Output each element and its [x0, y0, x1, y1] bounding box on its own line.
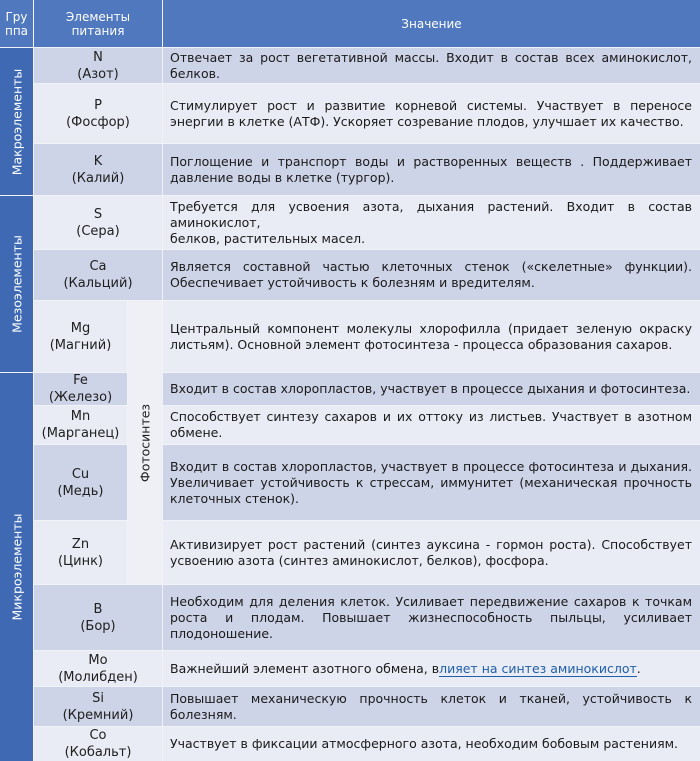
value-text: Поглощение и транспорт воды и растворенных веществ . Поддерживает давление воды в клетке (тургор).: [170, 153, 692, 185]
value-text-line: белков, растительных масел.: [170, 230, 366, 246]
element-symbol: Mg: [70, 320, 91, 336]
header-element: [34, 0, 162, 47]
element-s: [34, 196, 162, 249]
element-symbol: Cu: [71, 466, 90, 482]
value-mn: [163, 406, 700, 444]
value-text-after: .: [636, 660, 641, 676]
element-name: (Азот): [77, 66, 119, 82]
element-si: [34, 687, 162, 726]
value-mo: [163, 651, 700, 686]
element-p: [34, 84, 162, 143]
element-n: [34, 48, 162, 83]
value-text: Активизирует рост растений (синтез ауксина - гормон роста). Способствует усвоению азота (синтез аминокислот, белков), фосфора.: [170, 536, 692, 568]
element-name: (Железо): [48, 390, 113, 405]
header-group: [0, 0, 33, 47]
element-symbol: Mn: [70, 409, 91, 424]
element-name: (Кальций): [63, 276, 133, 291]
header-group-label: Гру ппа: [4, 9, 29, 38]
value-fe: [163, 373, 700, 405]
value-text: Способствует синтезу сахаров и их оттоку из листьев. Участвует в азотном обмене.: [170, 409, 692, 440]
element-name: (Марганец): [41, 426, 120, 441]
element-name: (Молибден): [58, 669, 138, 685]
element-mg: [34, 301, 127, 372]
element-symbol: N: [93, 49, 103, 65]
element-name: (Калий): [71, 170, 125, 186]
group-macro: [0, 48, 33, 195]
photosynthesis-group: [128, 301, 162, 584]
element-symbol: Fe: [73, 373, 88, 388]
element-symbol: Co: [89, 728, 107, 743]
value-text: Центральный компонент молекулы хлорофилла (придает зеленую окраску листьям). Основной элемент фотосинтеза - процесса образования сахаров.: [170, 320, 692, 352]
value-cu: [163, 445, 700, 520]
value-k: [163, 144, 700, 195]
value-text: Входит в состав хлоропластов, участвует в процессе фотосинтеза и дыхания. Увеличивает устойчивость к стрессам, иммунитет (механическая прочность клеточных стенок).: [170, 458, 692, 506]
element-symbol: Ca: [89, 259, 107, 274]
amino-acids-link[interactable]: лияет на синтез аминокислот: [439, 660, 637, 676]
value-co: [163, 727, 700, 761]
element-ca: [34, 250, 162, 300]
value-text: Повышает механическую прочность клеток и тканей, устойчивость к болезням.: [170, 690, 692, 722]
value-text: Является составной частью клеточных стенок («скелетные» функции). Обеспечивает устойчивость к болезням и вредителям.: [170, 259, 692, 290]
element-name: (Медь): [57, 483, 104, 499]
value-b: [163, 585, 700, 650]
element-k: [34, 144, 162, 195]
value-text: Отвечает за рост вегетативной массы. Входит в состав всех аминокислот, белков.: [170, 49, 692, 81]
element-symbol: S: [93, 206, 103, 222]
element-name: (Бор): [80, 618, 116, 634]
value-s: [163, 196, 700, 249]
value-text: [170, 199, 692, 247]
element-name: (Сера): [76, 223, 120, 239]
value-si: [163, 687, 700, 726]
element-name: (Магний): [49, 337, 112, 353]
element-name: (Цинк): [57, 553, 104, 569]
value-text: [170, 661, 692, 677]
value-mg: [163, 301, 700, 372]
group-micro: [0, 373, 33, 761]
element-name: (Фосфор): [66, 114, 130, 130]
element-cu: [34, 445, 127, 520]
group-macro-label: Макроэлементы: [9, 68, 24, 175]
element-name: (Кремний): [62, 707, 134, 723]
value-n: [163, 48, 700, 83]
value-p: [163, 84, 700, 143]
value-text: Входит в состав хлоропластов, участвует в процессе дыхания и фотосинтеза.: [170, 381, 691, 396]
element-symbol: Mo: [88, 652, 108, 668]
element-mo: [34, 651, 162, 686]
value-text-line: Требуется для усвоения азота, дыхания растений. Входит в состав аминокислот,: [170, 198, 692, 230]
element-fe: [34, 373, 127, 405]
element-symbol: Zn: [71, 536, 90, 552]
value-text: Участвует в фиксации атмосферного азота, необходим бобовым растениям.: [170, 736, 678, 751]
element-b: [34, 585, 162, 650]
element-symbol: Si: [92, 690, 104, 706]
element-mn: [34, 406, 127, 444]
element-symbol: K: [93, 153, 103, 169]
photosynthesis-label: Фотосинтез: [137, 403, 153, 482]
header-element-label: Элементы питания: [65, 9, 131, 38]
element-zn: [34, 521, 127, 584]
group-micro-label: Микроэлементы: [9, 513, 24, 621]
element-name: (Кобальт): [64, 745, 132, 760]
value-text: Стимулирует рост и развитие корневой системы. Участвует в переносе энергии в клетке (АТФ). Ускоряет созревание плодов, улучшает их качество.: [170, 97, 692, 129]
header-meaning-label: Значение: [401, 16, 462, 31]
value-zn: [163, 521, 700, 584]
value-text-before: Важнейший элемент азотного обмена, в: [170, 660, 440, 676]
header-meaning: [163, 0, 700, 47]
value-ca: [163, 250, 700, 300]
element-symbol: P: [94, 97, 102, 113]
element-symbol: B: [93, 601, 103, 617]
group-meso: [0, 196, 33, 372]
element-co: [34, 727, 162, 761]
group-meso-label: Мезоэлементы: [9, 235, 24, 333]
value-text: Необходим для деления клеток. Усиливает передвижение сахаров к точкам роста и плодам. Повышает жизнеспособность пыльцы, усиливает плодоношение.: [170, 593, 692, 641]
